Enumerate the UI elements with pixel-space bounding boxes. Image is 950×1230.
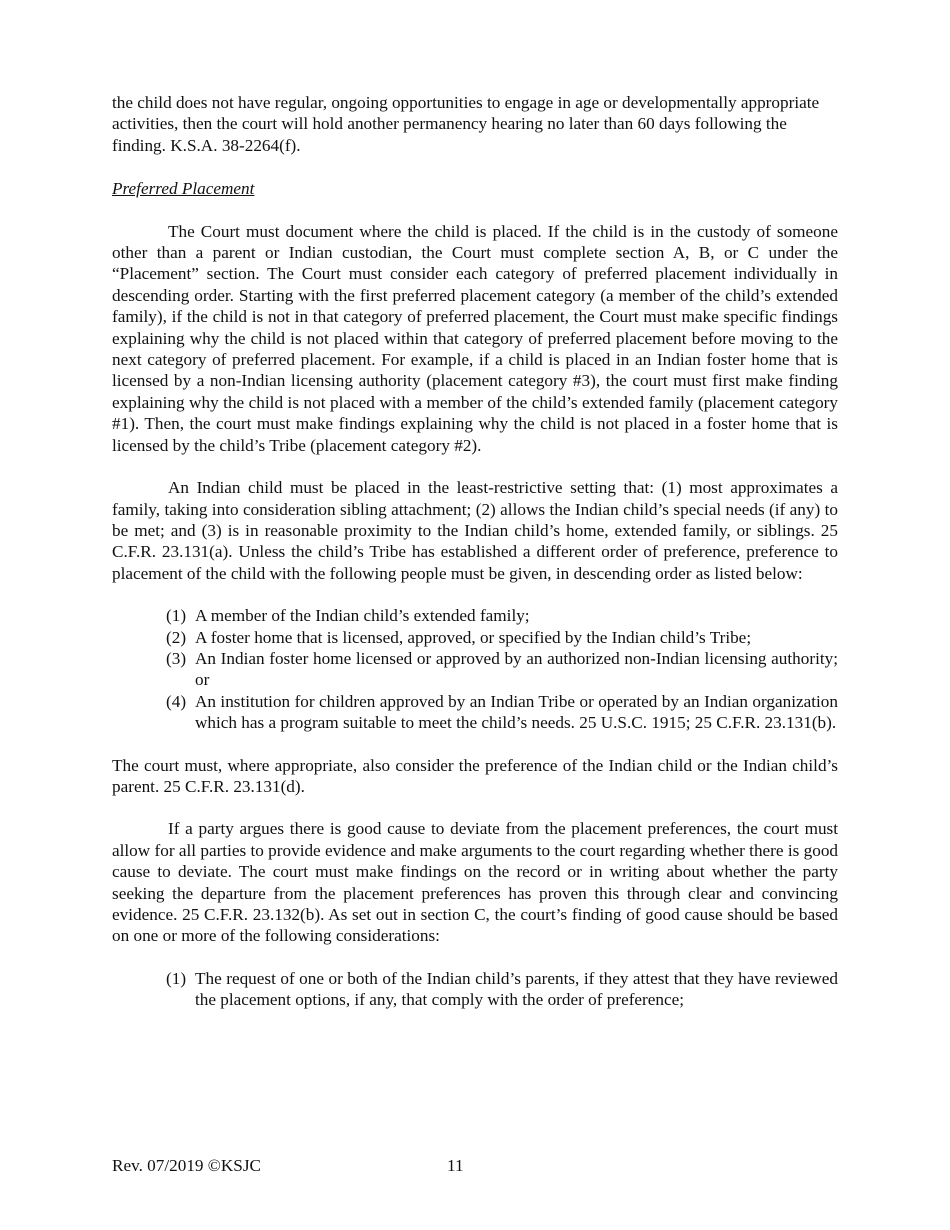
list-item-number: (1) bbox=[166, 968, 187, 988]
page-number: 11 bbox=[447, 1156, 464, 1175]
page-footer bbox=[112, 1155, 838, 1177]
intro-paragraph: the child does not have regular, ongoing opportunities to engage in age or developmentally appropriate activities, then the court will hold another permanency hearing no later than 60 days following the finding. K.S.A. 38-2264(f). bbox=[112, 93, 820, 155]
list-item-number: (1) bbox=[166, 606, 187, 626]
list-item bbox=[166, 968, 838, 1011]
list-item-text: An institution for children approved by an Indian Tribe or operated by an Indian organization which has a program suitable to meet the child’s needs. 25 U.S.C. 1915; 25 C.F.R. 23.131(b). bbox=[195, 691, 838, 733]
revision-label: Rev. 07/2019 ©KSJC bbox=[112, 1156, 261, 1175]
list-item-number: (2) bbox=[166, 627, 187, 647]
list-item-number: (4) bbox=[166, 691, 187, 711]
list-item-text: A foster home that is licensed, approved, or specified by the Indian child’s Tribe; bbox=[195, 627, 752, 647]
list-item-text: A member of the Indian child’s extended family; bbox=[195, 606, 530, 626]
list-item-text: The request of one or both of the Indian child’s parents, if they attest that they have reviewed the placement options, if any, that comply with the order of preference; bbox=[195, 968, 838, 1010]
list-item bbox=[166, 648, 838, 691]
list-item-text: An Indian foster home licensed or approved by an authorized non-Indian licensing authority; or bbox=[195, 648, 838, 690]
paragraph-document-placement: The Court must document where the child is placed. If the child is in the custody of someone other than a parent or Indian custodian, the Court must complete section A, B, or C under the “Placement” section. The Court must consider each category of preferred placement individually in descending order. Starting with the first preferred placement category (a member of the child’s extended family), if the child is not in that category of preferred placement, the Court must make specific findings explaining why the child is not placed within that category of preferred placement before moving to the next category of preferred placement. For example, if a child is placed in an Indian foster home that is licensed by a non-Indian licensing authority (placement category #3), the court must first make finding explaining why the child is not placed with a member of the child’s extended family (placement category #1). Then, the court must make findings explaining why the child is not placed in a foster home that is licensed by the child’s Tribe (placement category #2). bbox=[112, 221, 838, 455]
paragraph-preference-consideration: The court must, where appropriate, also consider the preference of the Indian child or the Indian child’s parent. 25 C.F.R. 23.131(d). bbox=[112, 755, 838, 796]
placement-preference-list bbox=[112, 605, 838, 733]
paragraph-good-cause: If a party argues there is good cause to deviate from the placement preferences, the court must allow for all parties to provide evidence and make arguments to the court regarding whether there is good cause to deviate. The court must make findings on the record or in writing about whether the party seeking the departure from the placement preferences has proven this through clear and convincing evidence. 25 C.F.R. 23.132(b). As set out in section C, the court’s finding of good cause should be based on one or more of the following considerations: bbox=[112, 819, 838, 946]
paragraph-least-restrictive: An Indian child must be placed in the least-restrictive setting that: (1) most approximates a family, taking into consideration sibling attachment; (2) allows the Indian child’s special needs (if any) to be met; and (3) is in reasonable proximity to the Indian child’s home, extended family, or siblings. 25 C.F.R. 23.131(a). Unless the child’s Tribe has established a different order of preference, preference to placement of the child with the following people must be given, in descending order as listed below: bbox=[112, 478, 838, 583]
document-page bbox=[112, 92, 838, 1011]
section-heading: Preferred Placement bbox=[112, 179, 255, 199]
list-item-number: (3) bbox=[166, 648, 187, 668]
list-item bbox=[166, 605, 838, 626]
list-item bbox=[166, 627, 838, 648]
list-item bbox=[166, 691, 838, 734]
good-cause-list bbox=[112, 968, 838, 1011]
